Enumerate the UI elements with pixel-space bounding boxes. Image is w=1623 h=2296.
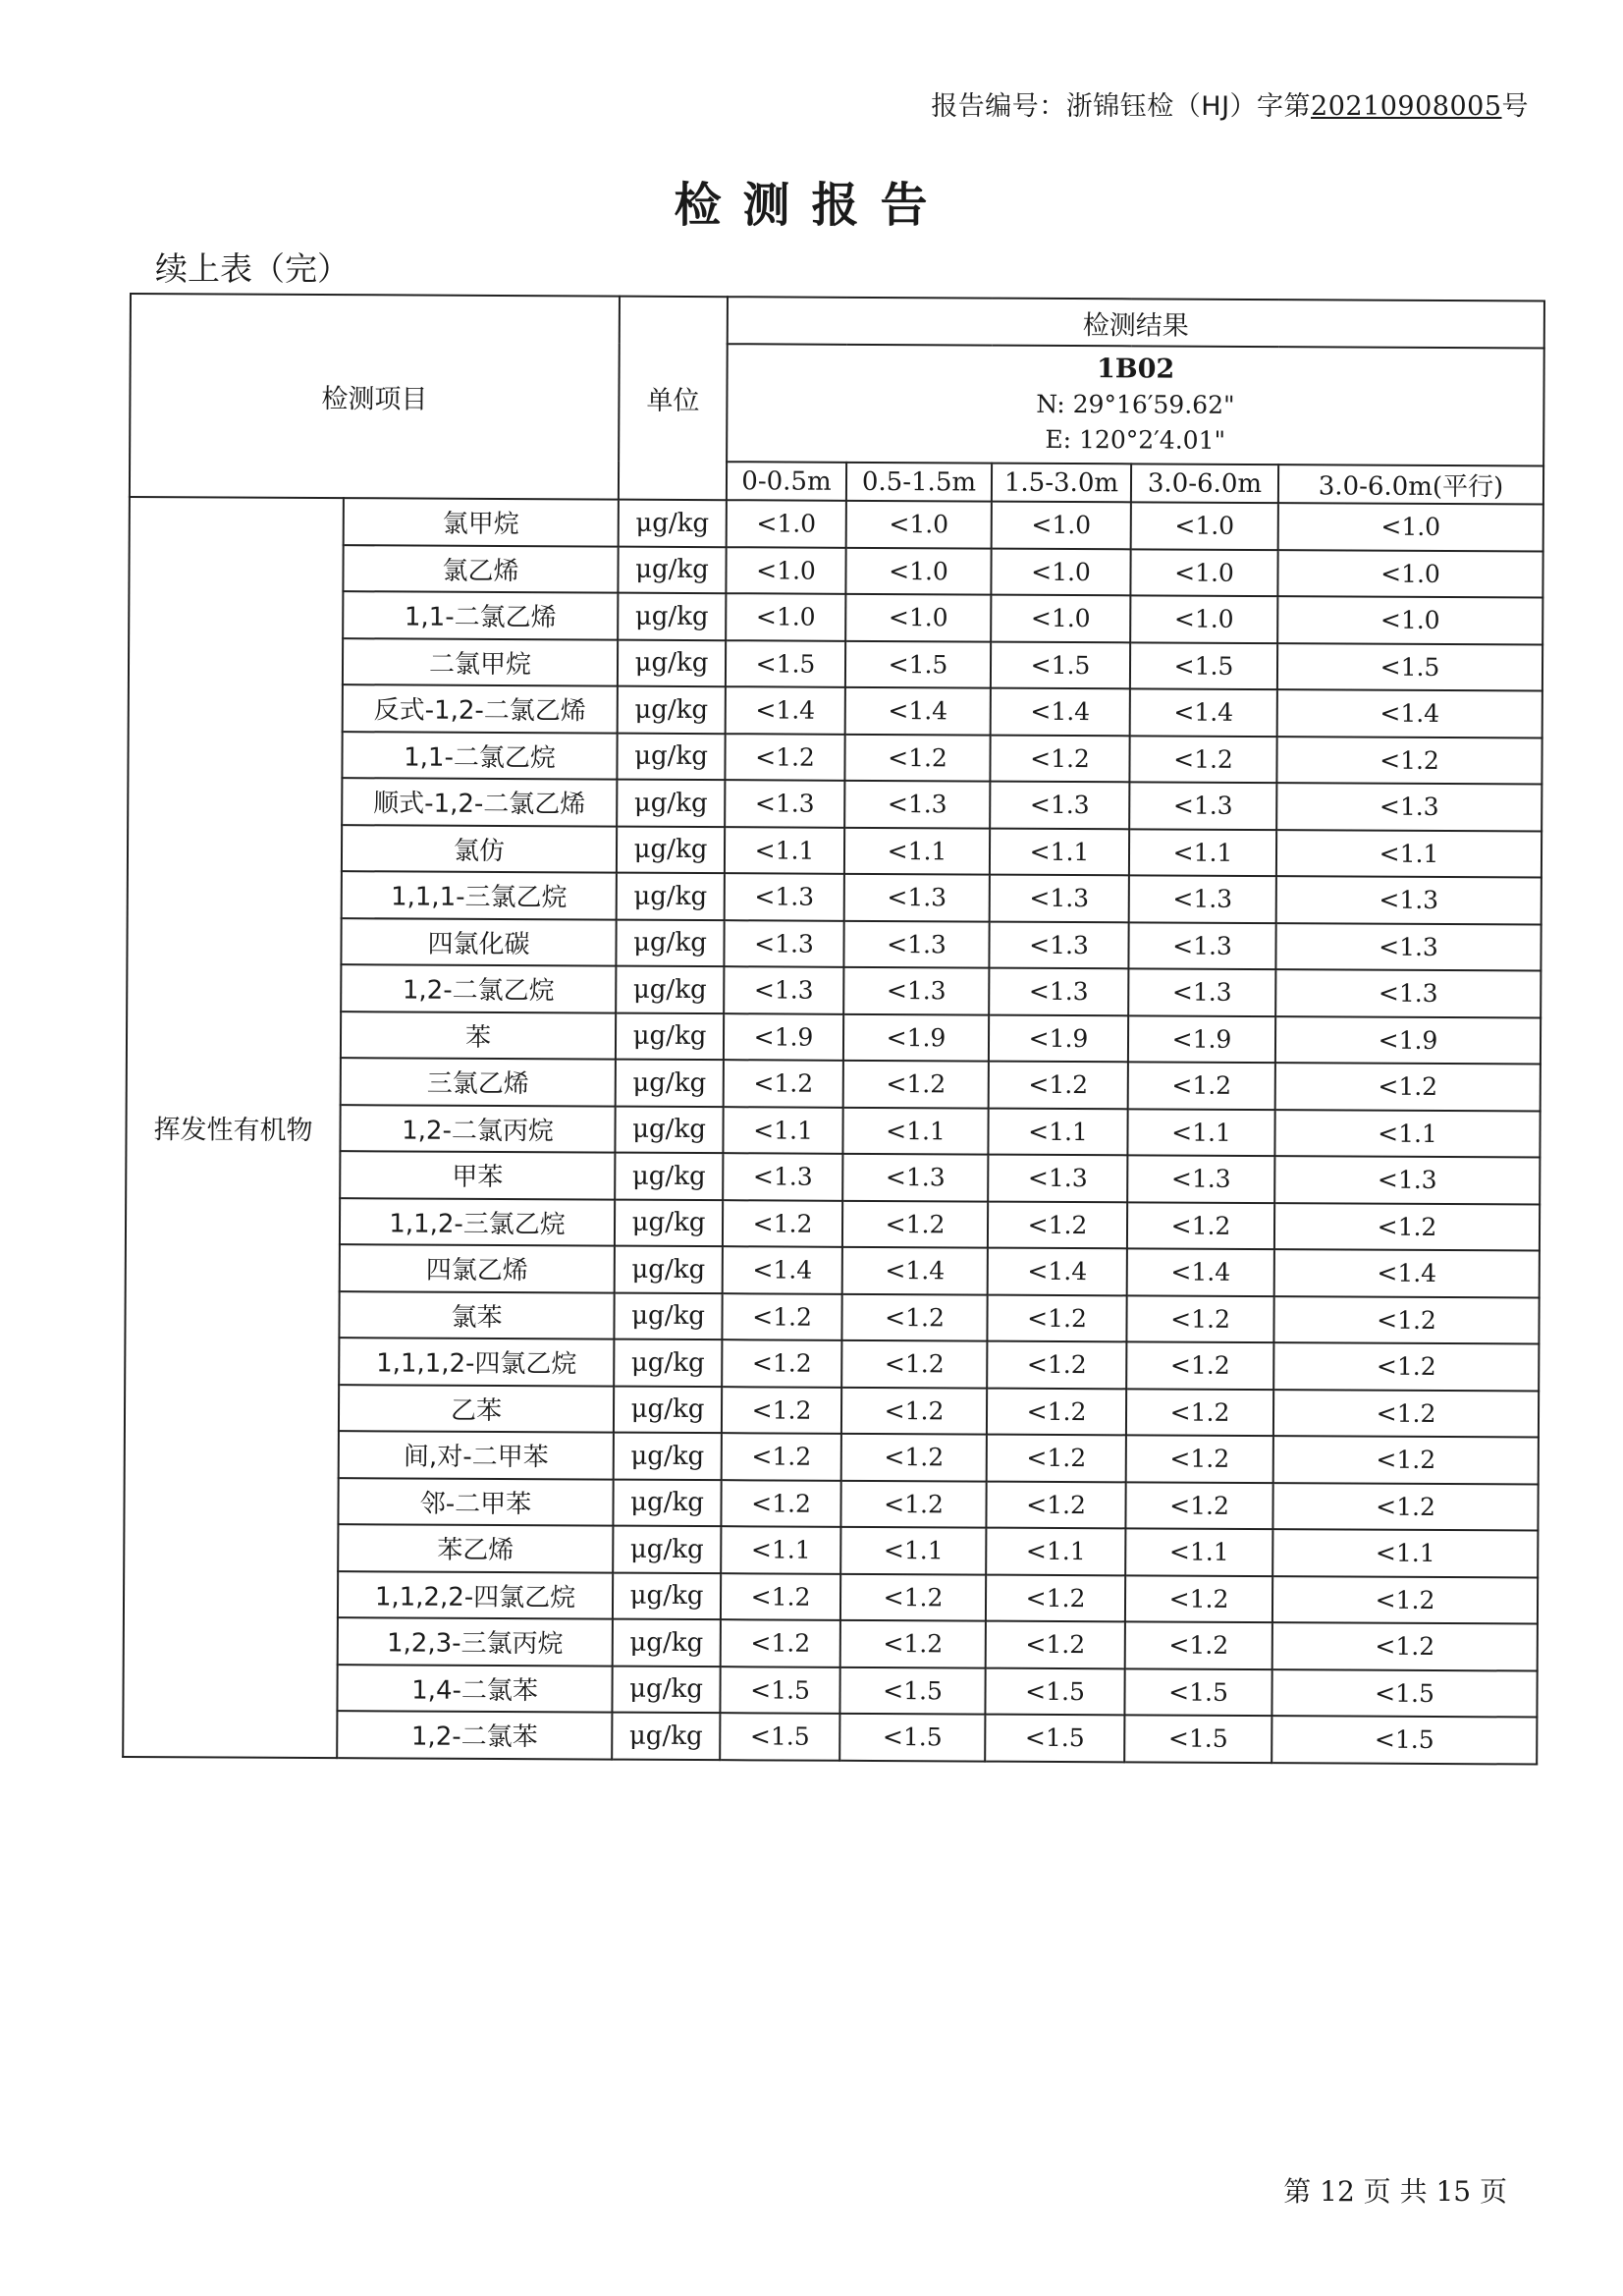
value-cell: <1.2 — [1125, 1482, 1272, 1529]
item-name: 1,4-二氯苯 — [337, 1665, 612, 1713]
value-cell: <1.5 — [985, 1667, 1124, 1715]
unit-cell: μg/kg — [613, 1479, 721, 1526]
value-cell: <1.5 — [726, 640, 845, 687]
item-name: 顺式-1,2-二氯乙烯 — [342, 778, 617, 826]
value-cell: <1.2 — [721, 1480, 840, 1527]
value-cell: <1.5 — [839, 1667, 985, 1714]
value-cell: <1.3 — [1275, 923, 1541, 971]
value-cell: <1.1 — [721, 1526, 840, 1573]
unit-cell: μg/kg — [615, 1199, 723, 1246]
value-cell: <1.2 — [986, 1481, 1125, 1528]
unit-cell: μg/kg — [617, 873, 725, 920]
value-cell: <1.3 — [1276, 876, 1542, 924]
value-cell: <1.3 — [989, 968, 1128, 1015]
item-name: 甲苯 — [340, 1151, 615, 1199]
value-cell: <1.2 — [986, 1621, 1125, 1668]
point-id: 1B02 — [1096, 354, 1175, 385]
value-cell: <1.4 — [723, 1246, 842, 1293]
value-cell: <1.4 — [1130, 688, 1277, 736]
value-cell: <1.2 — [843, 1061, 989, 1108]
value-cell: <1.2 — [840, 1620, 986, 1667]
value-cell: <1.3 — [1129, 875, 1276, 922]
value-cell: <1.5 — [1130, 642, 1277, 689]
item-name: 氯乙烯 — [343, 545, 618, 593]
value-cell: <1.0 — [726, 547, 845, 594]
value-cell: <1.0 — [1278, 503, 1543, 551]
unit-cell: μg/kg — [613, 1526, 721, 1573]
longitude: E: 120°2′4.01" — [1045, 424, 1226, 455]
value-cell: <1.2 — [722, 1339, 841, 1387]
value-cell: <1.2 — [987, 1388, 1126, 1435]
value-cell: <1.5 — [839, 1714, 985, 1761]
value-cell: <1.9 — [843, 1013, 989, 1061]
value-cell: <1.1 — [1127, 1109, 1274, 1156]
header-depth: 1.5-3.0m — [992, 464, 1131, 503]
unit-cell: μg/kg — [618, 686, 726, 734]
value-cell: <1.2 — [841, 1340, 987, 1388]
unit-cell: μg/kg — [617, 733, 725, 780]
value-cell: <1.2 — [723, 1200, 842, 1247]
item-name: 四氯乙烯 — [340, 1244, 615, 1292]
page-number: 第 12 页 共 15 页 — [1283, 2175, 1507, 2208]
unit-cell: μg/kg — [614, 1433, 722, 1480]
item-name: 二氯甲烷 — [343, 638, 618, 686]
header-depth: 3.0-6.0m(平行) — [1278, 465, 1543, 504]
value-cell: <1.5 — [1271, 1669, 1537, 1718]
unit-cell: μg/kg — [616, 1060, 724, 1107]
value-cell: <1.0 — [991, 595, 1130, 642]
results-table — [122, 293, 1545, 1765]
value-cell: <1.2 — [1275, 1063, 1541, 1111]
value-cell: <1.3 — [988, 1155, 1127, 1202]
header-depth: 0-0.5m — [727, 462, 846, 501]
value-cell: <1.0 — [1131, 502, 1278, 549]
unit-cell: μg/kg — [618, 639, 726, 686]
unit-cell: μg/kg — [618, 593, 726, 640]
value-cell: <1.2 — [721, 1573, 840, 1620]
unit-cell: μg/kg — [615, 1153, 723, 1200]
value-cell: <1.2 — [1125, 1621, 1272, 1668]
value-cell: <1.1 — [842, 1107, 988, 1154]
item-name: 1,2-二氯丙烷 — [340, 1105, 615, 1153]
value-cell: <1.5 — [720, 1667, 839, 1714]
value-cell: <1.5 — [1124, 1668, 1271, 1716]
item-name: 氯甲烷 — [344, 498, 619, 546]
value-cell: <1.3 — [990, 875, 1129, 922]
value-cell: <1.0 — [992, 502, 1131, 549]
item-name: 三氯乙烯 — [341, 1058, 616, 1106]
value-cell: <1.0 — [726, 593, 845, 640]
value-cell: <1.2 — [725, 734, 844, 781]
value-cell: <1.4 — [1127, 1248, 1274, 1295]
page-title: 检测报告 — [674, 178, 949, 233]
value-cell: <1.1 — [844, 827, 990, 874]
value-cell: <1.1 — [725, 827, 844, 874]
unit-cell: μg/kg — [614, 1292, 722, 1339]
value-cell: <1.2 — [989, 1062, 1128, 1109]
value-cell: <1.5 — [845, 640, 991, 687]
value-cell: <1.3 — [1275, 969, 1541, 1017]
value-cell: <1.2 — [722, 1293, 841, 1340]
value-cell: <1.2 — [1126, 1389, 1273, 1436]
value-cell: <1.2 — [844, 734, 990, 781]
header-unit: 单位 — [619, 297, 728, 501]
value-cell: <1.3 — [843, 920, 989, 967]
value-cell: <1.4 — [1274, 1249, 1540, 1297]
unit-cell: μg/kg — [613, 1619, 721, 1667]
item-name: 氯仿 — [342, 825, 617, 873]
value-cell: <1.3 — [1128, 968, 1275, 1015]
value-cell: <1.1 — [1129, 829, 1276, 876]
value-cell: <1.2 — [721, 1619, 840, 1667]
value-cell: <1.2 — [840, 1573, 986, 1620]
report-number-value: 20210908005 — [1311, 91, 1502, 122]
item-name: 1,1-二氯乙烷 — [342, 732, 617, 780]
category-cell: 挥发性有机物 — [123, 497, 344, 1758]
value-cell: <1.4 — [842, 1247, 988, 1294]
value-cell: <1.2 — [990, 735, 1129, 782]
item-name: 1,2,3-三氯丙烷 — [338, 1617, 613, 1666]
value-cell: <1.2 — [1272, 1483, 1538, 1531]
item-name: 1,1,1,2-四氯乙烷 — [339, 1338, 614, 1386]
value-cell: <1.2 — [1129, 736, 1276, 783]
item-name: 氯苯 — [339, 1291, 614, 1339]
value-cell: <1.3 — [724, 966, 843, 1013]
value-cell: <1.3 — [1129, 782, 1276, 829]
report-number-label: 报告编号：浙锦钰检（HJ）字第 — [931, 91, 1312, 122]
value-cell: <1.1 — [1276, 830, 1542, 878]
value-cell: <1.5 — [1271, 1716, 1537, 1764]
item-name: 乙苯 — [339, 1385, 614, 1433]
unit-cell: μg/kg — [617, 826, 725, 873]
value-cell: <1.5 — [991, 641, 1130, 688]
item-name: 苯乙烯 — [338, 1524, 613, 1572]
value-cell: <1.1 — [1272, 1529, 1538, 1577]
item-name: 四氯化碳 — [341, 918, 616, 966]
value-cell: <1.0 — [727, 500, 846, 547]
value-cell: <1.5 — [985, 1715, 1124, 1762]
value-cell: <1.1 — [723, 1107, 842, 1154]
value-cell: <1.0 — [1130, 549, 1277, 596]
value-cell: <1.2 — [987, 1294, 1126, 1341]
value-cell: <1.1 — [840, 1527, 986, 1574]
value-cell: <1.2 — [1128, 1062, 1275, 1109]
unit-cell: μg/kg — [614, 1339, 722, 1387]
item-name: 1,2-二氯乙烷 — [341, 964, 616, 1012]
value-cell: <1.3 — [843, 967, 989, 1014]
value-cell: <1.4 — [845, 687, 991, 735]
value-cell: <1.4 — [1277, 689, 1542, 738]
value-cell: <1.2 — [987, 1341, 1126, 1389]
unit-cell: μg/kg — [616, 919, 724, 966]
value-cell: <1.1 — [988, 1108, 1127, 1155]
value-cell: <1.0 — [845, 547, 991, 594]
report-number — [931, 84, 1529, 123]
value-cell: <1.2 — [986, 1574, 1125, 1621]
value-cell: <1.2 — [1273, 1436, 1539, 1484]
item-name: 1,1,2-三氯乙烷 — [340, 1198, 615, 1246]
value-cell: <1.0 — [845, 594, 991, 641]
value-cell: <1.9 — [724, 1013, 843, 1061]
header-location — [727, 344, 1544, 465]
item-name: 苯 — [341, 1011, 616, 1060]
value-cell: <1.4 — [991, 688, 1130, 736]
value-cell: <1.2 — [1273, 1342, 1539, 1391]
value-cell: <1.2 — [987, 1435, 1126, 1482]
unit-cell: μg/kg — [614, 1386, 722, 1433]
value-cell: <1.3 — [1274, 1156, 1540, 1204]
value-cell: <1.2 — [1273, 1390, 1539, 1438]
unit-cell: μg/kg — [616, 966, 724, 1013]
value-cell: <1.4 — [726, 686, 845, 734]
header-depth: 0.5-1.5m — [846, 463, 992, 502]
value-cell: <1.2 — [1276, 737, 1542, 785]
value-cell: <1.2 — [988, 1201, 1127, 1248]
value-cell: <1.2 — [1125, 1575, 1272, 1622]
value-cell: <1.0 — [846, 501, 992, 548]
value-cell: <1.3 — [990, 782, 1129, 829]
value-cell: <1.5 — [1124, 1715, 1271, 1762]
unit-cell: μg/kg — [618, 546, 726, 593]
value-cell: <1.1 — [986, 1528, 1125, 1575]
header-depth: 3.0-6.0m — [1131, 464, 1278, 503]
value-cell: <1.2 — [1272, 1622, 1538, 1670]
value-cell: <1.4 — [988, 1248, 1127, 1295]
report-number-suffix: 号 — [1501, 91, 1529, 122]
value-cell: <1.3 — [725, 873, 844, 920]
value-cell: <1.1 — [1274, 1110, 1540, 1158]
value-cell: <1.3 — [1128, 922, 1275, 969]
value-cell: <1.0 — [991, 548, 1130, 595]
value-cell: <1.9 — [1275, 1016, 1541, 1065]
latitude: N: 29°16′59.62" — [1036, 389, 1235, 419]
item-name: 邻-二甲苯 — [338, 1478, 613, 1526]
value-cell: <1.2 — [841, 1387, 987, 1434]
value-cell: <1.2 — [724, 1060, 843, 1107]
item-name: 1,1,2,2-四氯乙烷 — [338, 1571, 613, 1619]
item-name: 1,1-二氯乙烯 — [343, 591, 618, 639]
unit-cell: μg/kg — [613, 1572, 721, 1619]
value-cell: <1.2 — [1273, 1296, 1539, 1344]
item-name: 1,2-二氯苯 — [337, 1711, 612, 1759]
value-cell: <1.3 — [1276, 783, 1542, 831]
value-cell: <1.0 — [1277, 550, 1542, 598]
value-cell: <1.1 — [1125, 1528, 1272, 1575]
value-cell: <1.3 — [844, 874, 990, 921]
unit-cell: μg/kg — [616, 1012, 724, 1060]
value-cell: <1.0 — [1277, 596, 1542, 644]
value-cell: <1.2 — [841, 1434, 987, 1481]
value-cell: <1.3 — [725, 780, 844, 827]
unit-cell: μg/kg — [612, 1666, 720, 1713]
unit-cell: μg/kg — [612, 1713, 720, 1760]
item-name: 1,1,1-三氯乙烷 — [342, 871, 617, 919]
item-name: 反式-1,2-二氯乙烯 — [343, 684, 618, 733]
value-cell: <1.9 — [989, 1014, 1128, 1062]
continuation-note: 续上表（完） — [155, 249, 350, 288]
value-cell: <1.3 — [842, 1154, 988, 1201]
value-cell: <1.2 — [840, 1480, 986, 1527]
value-cell: <1.5 — [1277, 643, 1542, 691]
value-cell: <1.1 — [990, 828, 1129, 875]
unit-cell: μg/kg — [619, 500, 727, 547]
value-cell: <1.9 — [1128, 1015, 1275, 1063]
value-cell: <1.0 — [1130, 595, 1277, 642]
value-cell: <1.3 — [724, 920, 843, 967]
item-name: 间,对-二甲苯 — [339, 1431, 614, 1479]
value-cell: <1.2 — [1127, 1202, 1274, 1249]
value-cell: <1.3 — [1127, 1155, 1274, 1202]
value-cell: <1.3 — [989, 921, 1128, 968]
value-cell: <1.2 — [1126, 1435, 1273, 1482]
value-cell: <1.2 — [1272, 1576, 1538, 1624]
value-cell: <1.2 — [722, 1387, 841, 1434]
header-item: 检测项目 — [130, 294, 620, 500]
table-row — [130, 497, 1543, 551]
value-cell: <1.2 — [722, 1433, 841, 1480]
value-cell: <1.5 — [720, 1713, 839, 1760]
unit-cell: μg/kg — [617, 780, 725, 827]
value-cell: <1.2 — [1126, 1295, 1273, 1342]
header-result: 检测结果 — [728, 297, 1544, 348]
value-cell: <1.2 — [1274, 1203, 1540, 1251]
value-cell: <1.2 — [1126, 1341, 1273, 1389]
unit-cell: μg/kg — [615, 1106, 723, 1153]
value-cell: <1.3 — [723, 1153, 842, 1200]
value-cell: <1.3 — [844, 781, 990, 828]
value-cell: <1.2 — [841, 1293, 987, 1340]
value-cell: <1.2 — [842, 1200, 988, 1247]
unit-cell: μg/kg — [615, 1246, 723, 1293]
